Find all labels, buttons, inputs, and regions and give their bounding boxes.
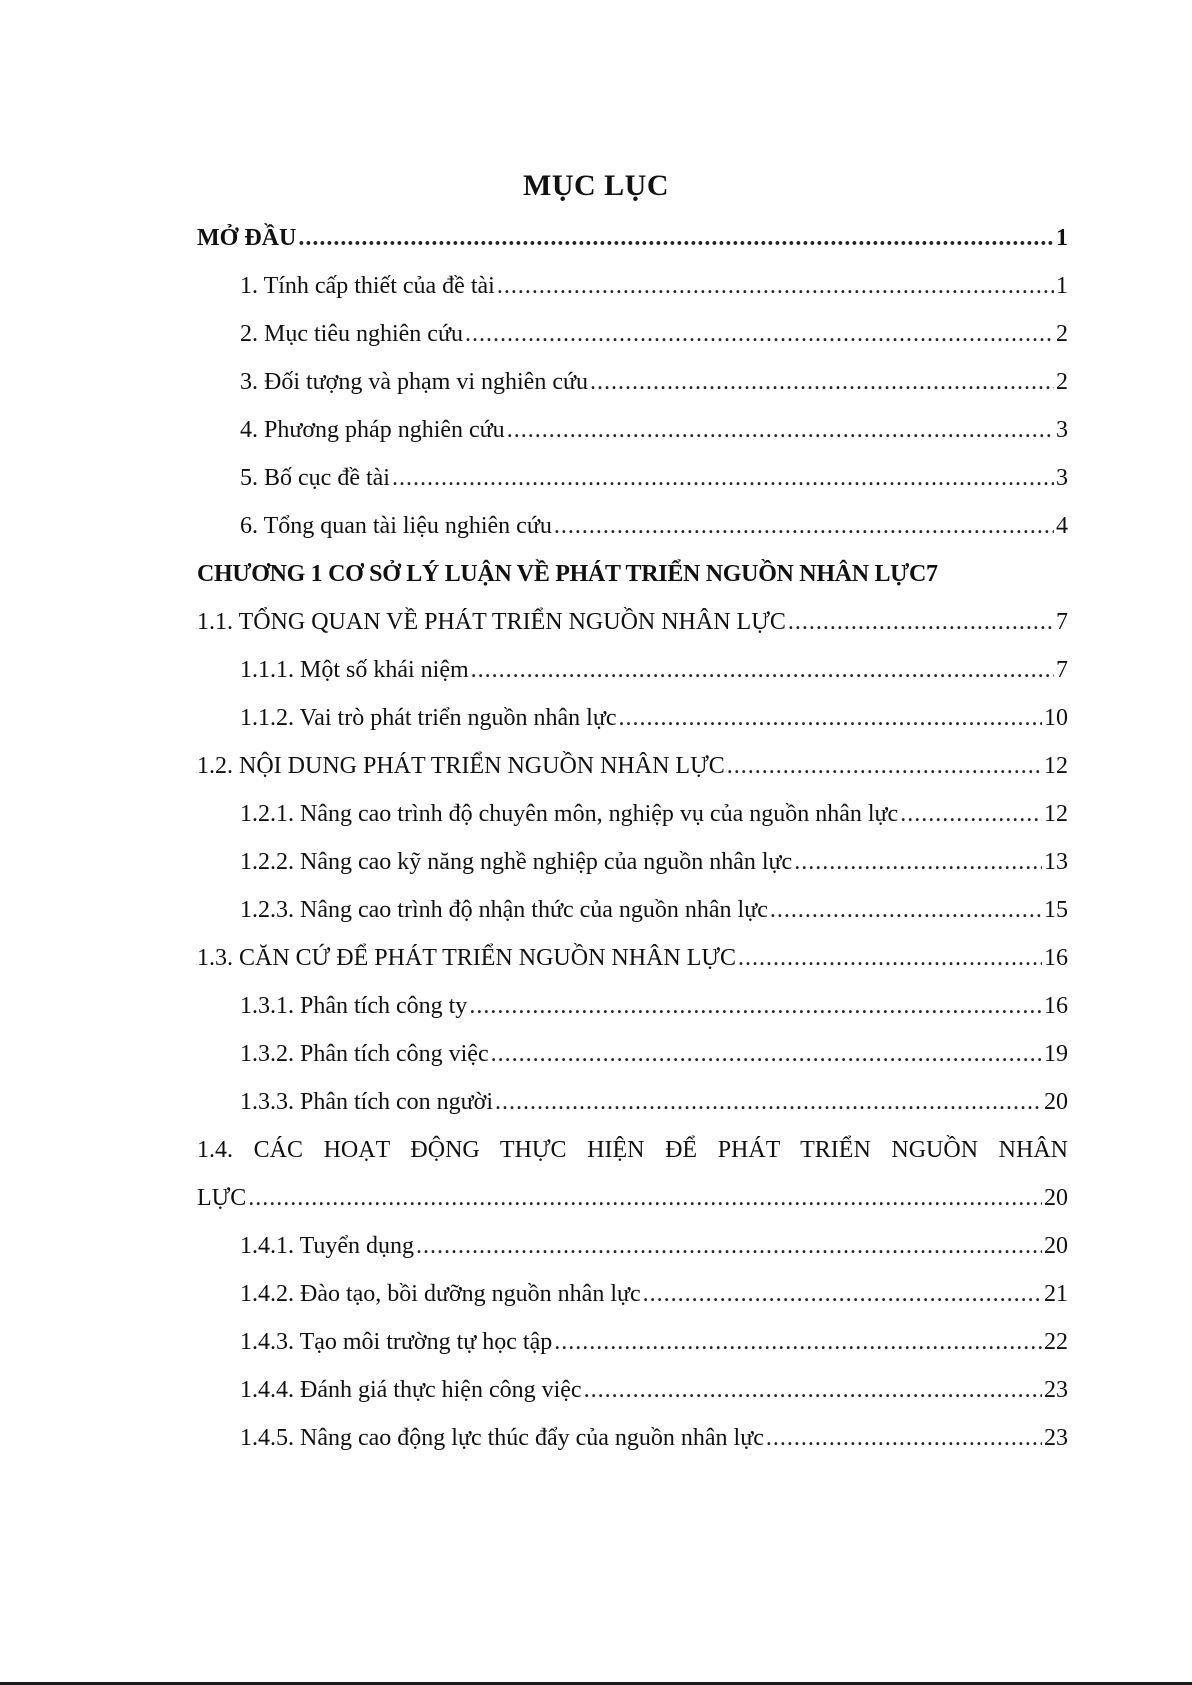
toc-entry-text: 1.3.1. Phân tích công ty [240,993,468,1019]
toc-dot-leader [469,988,1042,1024]
toc-entry [197,220,1068,268]
toc-page-number: 13 [1044,849,1068,875]
toc-page-number: 22 [1044,1329,1068,1355]
toc-dot-leader [507,412,1054,448]
toc-entry-text: 1.2.3. Nâng cao trình độ nhận thức của nguồn nhân lực [240,897,768,923]
toc-dot-leader [590,364,1054,400]
toc-entry-text: 1.1.2. Vai trò phát triển nguồn nhân lực [240,705,617,731]
toc-page-number: 3 [1056,417,1068,443]
toc-entry-text: 1.4. CÁC HOẠT ĐỘNG THỰC HIỆN ĐỂ PHÁT TRIỂN NGUỒN NHÂN [197,1137,1068,1163]
toc-page-number: 23 [1044,1377,1068,1403]
toc-entry [197,844,1068,892]
toc-page-number: 7 [1056,609,1068,635]
toc-page-number: 2 [1056,321,1068,347]
toc-entry-text: 1.4.4. Đánh giá thực hiện công việc [240,1377,582,1403]
toc-entry [197,652,1068,700]
toc-entry-text: 1.2. NỘI DUNG PHÁT TRIỂN NGUỒN NHÂN LỰC [197,753,725,779]
toc-entry-text: 1.4.1. Tuyển dụng [240,1233,415,1259]
toc-entry-text: MỞ ĐẦU [197,225,297,251]
toc-page-number: 12 [1044,753,1068,779]
toc-dot-leader [554,508,1054,544]
toc-dot-leader [738,940,1042,976]
toc-dot-leader [900,796,1042,832]
toc-entry-wrapped-line [197,1132,1068,1180]
toc-entry-text: 2. Mục tiêu nghiên cứu [240,321,463,347]
toc-dot-leader [465,316,1054,352]
toc-entry [197,316,1068,364]
toc-page-number: 1 [1056,273,1068,299]
toc-entry [197,604,1068,652]
toc-entry [197,412,1068,460]
toc-page-number: 20 [1044,1185,1068,1211]
toc-page-number: 15 [1044,897,1068,923]
toc-dot-leader [471,652,1054,688]
toc-dot-leader [554,1324,1042,1360]
toc-entry [197,1276,1068,1324]
toc-entry-text: 3. Đối tượng và phạm vi nghiên cứu [240,369,588,395]
toc-entry-text: 1.4.3. Tạo môi trường tự học tập [240,1329,553,1355]
toc-page-number: 19 [1044,1041,1068,1067]
toc-entry [197,1228,1068,1276]
toc-entry [197,364,1068,412]
toc-dot-leader [766,1420,1042,1456]
toc-entry-text: 1.3.2. Phân tích công việc [240,1041,489,1067]
toc-dot-leader [495,1084,1042,1120]
table-of-contents [197,220,1068,1468]
toc-dot-leader [794,844,1042,880]
toc-page-number: 2 [1056,369,1068,395]
toc-entry-text: 1.3. CĂN CỨ ĐỂ PHÁT TRIỂN NGUỒN NHÂN LỰC [197,945,737,971]
toc-page-number: 20 [1044,1233,1068,1259]
toc-entry [197,700,1068,748]
toc-dot-leader [416,1228,1042,1264]
toc-dot-leader [298,220,1054,256]
toc-page-number: 1 [1056,225,1068,251]
toc-dot-leader [788,604,1054,640]
toc-dot-leader [584,1372,1042,1408]
toc-entry-text: 4. Phương pháp nghiên cứu [240,417,505,443]
page-title: MỤC LỤC [523,169,669,202]
toc-entry-text: CHƯƠNG 1 CƠ SỞ LÝ LUẬN VỀ PHÁT TRIỂN NGUỒN NHÂN LỰC [197,561,926,587]
toc-dot-leader [248,1180,1042,1216]
toc-entry [197,1036,1068,1084]
toc-chapter-entry [197,556,1074,604]
toc-dot-leader [497,268,1054,304]
toc-page-number: 16 [1044,945,1068,971]
toc-entry [197,460,1068,508]
toc-page-number: 4 [1056,513,1068,539]
toc-entry-text: 1.3.3. Phân tích con người [240,1089,494,1115]
toc-entry [197,508,1068,556]
toc-entry-text: 1.4.5. Nâng cao động lực thúc đẩy của nguồn nhân lực [240,1425,764,1451]
toc-page-number: 16 [1044,993,1068,1019]
toc-page-number: 7 [1056,657,1068,683]
toc-page-number: 12 [1044,801,1068,827]
toc-page-number: 7 [926,561,938,587]
toc-entry-text: LỰC [197,1185,247,1211]
toc-entry-text: 1.2.2. Nâng cao kỹ năng nghề nghiệp của nguồn nhân lực [240,849,793,875]
toc-dot-leader [727,748,1042,784]
toc-page-number: 21 [1044,1281,1068,1307]
toc-entry [197,1372,1068,1420]
toc-entry [197,1420,1068,1468]
toc-entry [197,268,1068,316]
toc-entry-text: 6. Tổng quan tài liệu nghiên cứu [240,513,552,539]
toc-dot-leader [619,700,1043,736]
toc-entry [197,1180,1068,1228]
toc-entry [197,892,1068,940]
toc-page-number: 23 [1044,1425,1068,1451]
toc-entry [197,748,1068,796]
toc-entry-text: 5. Bố cục đề tài [240,465,390,491]
toc-dot-leader [770,892,1042,928]
toc-dot-leader [643,1276,1042,1312]
toc-dot-leader [491,1036,1042,1072]
toc-dot-leader [392,460,1054,496]
toc-page-number: 3 [1056,465,1068,491]
toc-entry [197,796,1068,844]
toc-entry [197,1084,1068,1132]
toc-entry-text: 1.2.1. Nâng cao trình độ chuyên môn, nghiệp vụ của nguồn nhân lực [240,801,899,827]
toc-entry-text: 1.4.2. Đào tạo, bồi dưỡng nguồn nhân lực [240,1281,641,1307]
toc-entry-text: 1. Tính cấp thiết của đề tài [240,273,495,299]
toc-entry [197,1324,1068,1372]
toc-entry [197,988,1068,1036]
toc-entry [197,940,1068,988]
toc-entry-text: 1.1. TỔNG QUAN VỀ PHÁT TRIỂN NGUỒN NHÂN LỰC [197,609,786,635]
toc-entry-text: 1.1.1. Một số khái niệm [240,657,469,683]
toc-page-number: 10 [1044,705,1068,731]
toc-page-number: 20 [1044,1089,1068,1115]
